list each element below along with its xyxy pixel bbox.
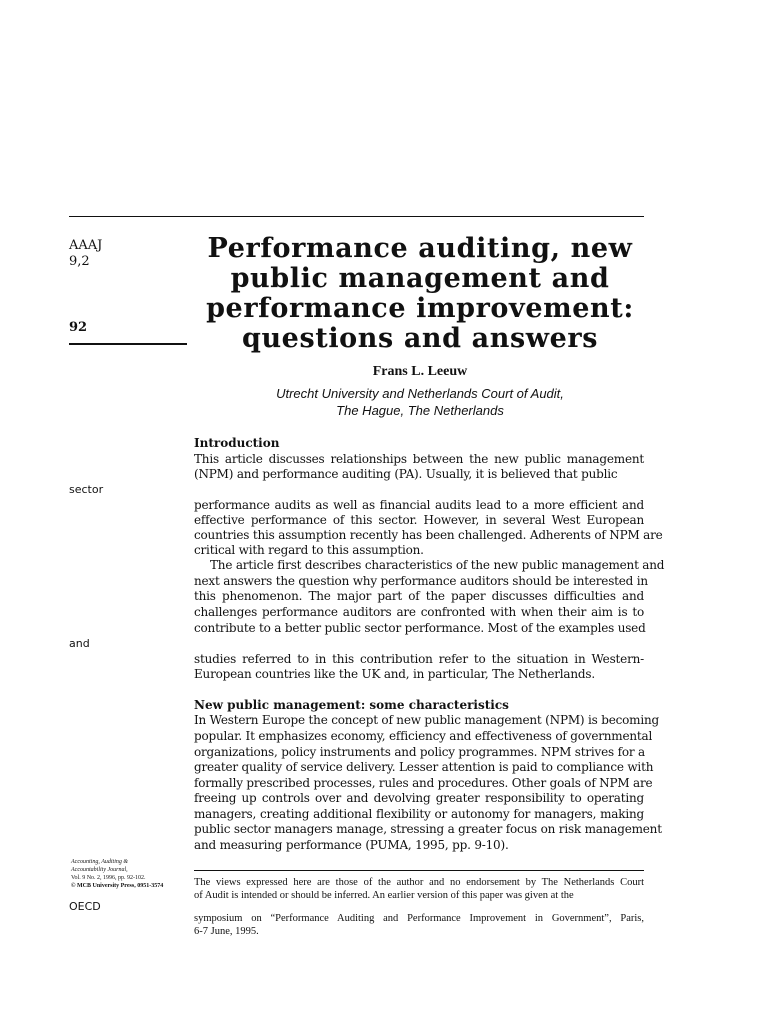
body-line: studies referred to in this contribution refer to the situation in Western- <box>194 652 644 666</box>
body-line: This article discusses relationships between the new public management <box>194 452 644 466</box>
journal-code <box>69 238 102 270</box>
title-line: questions and answers <box>241 323 599 354</box>
citation-line: © MCB University Press, 0951-3574 <box>71 883 164 889</box>
body-line: performance audits as well as financial audits lead to a more efficient and <box>194 498 644 512</box>
body-line: challenges performance auditors are confronted with when their aim is to <box>194 605 644 619</box>
body-line: greater quality of service delivery. Lesser attention is paid to compliance with <box>194 760 654 774</box>
body-line: and measuring performance (PUMA, 1995, pp. 9-10). <box>194 838 509 852</box>
journal-abbrev: AAAJ <box>69 238 103 253</box>
margin-word-oecd: OECD <box>69 900 101 913</box>
body-line: popular. It emphasizes economy, efficiency and effectiveness of governmental <box>194 729 653 743</box>
footnote-rule <box>194 870 644 871</box>
body-line: countries this assumption recently has been challenged. Adherents of NPM are <box>194 528 663 542</box>
body-line: next answers the question why performance auditors should be interested in <box>194 574 648 588</box>
body-line: public sector managers manage, stressing a greater focus on risk management <box>194 822 662 836</box>
npm-heading: New public management: some characteristics <box>194 698 509 712</box>
body-line: managers, creating additional flexibility or autonomy for managers, making <box>194 807 644 821</box>
page-number: 92 <box>69 320 88 335</box>
affiliation-line: Utrecht University and Netherlands Court of Audit, <box>276 386 564 401</box>
journal-citation <box>71 858 189 890</box>
citation-line: Vol. 9 No. 2, 1996, pp. 92-102. <box>71 875 146 881</box>
citation-line: Accountability Journal, <box>71 867 128 873</box>
body-line: formally prescribed processes, rules and procedures. Other goals of NPM are <box>194 776 653 790</box>
title-line: public management and <box>230 263 610 294</box>
body-line: European countries like the UK and, in particular, The Netherlands. <box>194 667 595 681</box>
body-line: The article first describes characteristics of the new public management and <box>210 558 665 572</box>
affiliation-line: The Hague, The Netherlands <box>336 403 504 418</box>
body-line: (NPM) and performance auditing (PA). Usually, it is believed that public <box>194 467 618 481</box>
author-name: Frans L. Leeuw <box>372 364 468 379</box>
margin-word-sector: sector <box>69 483 104 496</box>
page-number-rule <box>69 343 187 345</box>
body-line: critical with regard to this assumption. <box>194 543 424 557</box>
footnote-line: of Audit is intended or should be inferred. An earlier version of this paper was given at the <box>194 890 574 901</box>
body-line: In Western Europe the concept of new public management (NPM) is becoming <box>194 713 659 727</box>
margin-word-and: and <box>69 637 90 650</box>
title-line: performance improvement: <box>206 293 634 324</box>
volume-issue: 9,2 <box>69 254 90 269</box>
article-title <box>196 234 644 354</box>
introduction-heading: Introduction <box>194 436 280 450</box>
citation-line: Accounting, Auditing & <box>71 859 129 865</box>
body-line: contribute to a better public sector performance. Most of the examples used <box>194 621 646 635</box>
title-line: Performance auditing, new <box>207 233 633 264</box>
top-rule <box>69 216 644 217</box>
body-line: this phenomenon. The major part of the paper discusses difficulties and <box>194 589 644 603</box>
body-line: effective performance of this sector. However, in several West European <box>194 513 644 527</box>
footnote-line: 6-7 June, 1995. <box>194 926 259 937</box>
body-line: organizations, policy instruments and policy programmes. NPM strives for a <box>194 745 645 759</box>
body-line: freeing up controls over and devolving greater responsibility to operating <box>194 791 644 805</box>
footnote-line: The views expressed here are those of the author and no endorsement by The Netherlands Court <box>194 877 644 888</box>
author-affiliation <box>196 385 644 419</box>
footnote-line: symposium on “Performance Auditing and Performance Improvement in Government”, Paris, <box>194 913 644 924</box>
